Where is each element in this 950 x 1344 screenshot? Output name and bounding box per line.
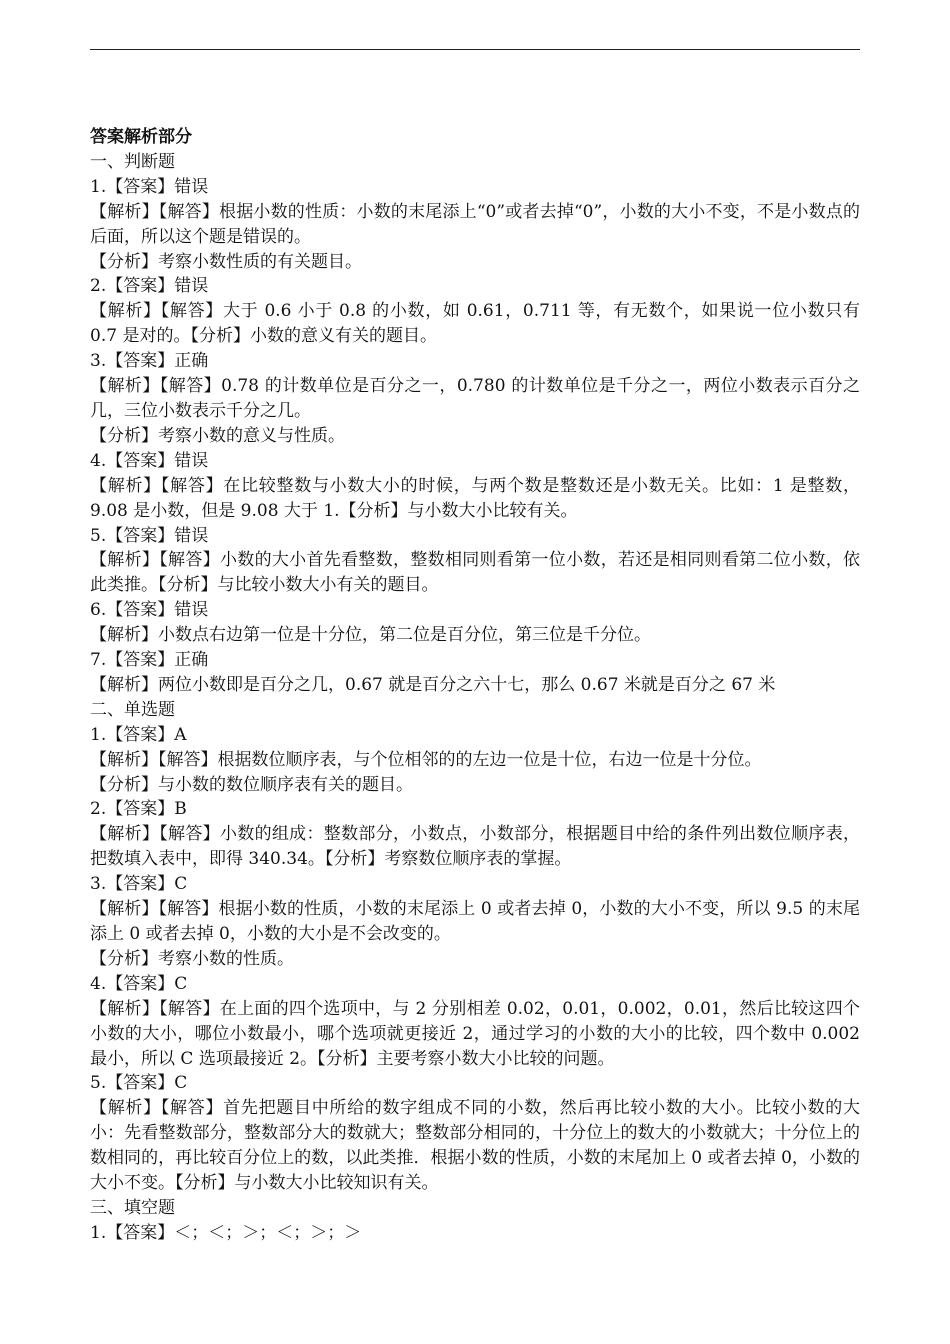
answer-line: 5.【答案】错误 (90, 525, 209, 546)
explanation-line: 【解析】小数点右边第一位是十分位，第二位是百分位，第三位是千分位。 (90, 625, 651, 646)
explanation-line: 【解析】【解答】首先把题目中所给的数字组成不同的小数，然后再比较小数的大小。比较小数的大小：先看整数部分，整数部分大的数就大；整数部分相同的，十分位上的数大的小数就大；十分位上的数相同的，再比较百分位上的数，以此类推．根据小数的性质，小数的末尾加上 0 或者去掉 0，小数的大小不变。【分析】与小数大小比较知识有关。 (90, 1098, 860, 1194)
analysis-line: 【分析】考察小数的意义与性质。 (90, 425, 345, 446)
explanation-line: 【解析】【解答】在比较整数与小数大小的时候，与两个数是整数还是小数无关。比如：1 是整数，9.08 是小数，但是 9.08 大于 1.【分析】与小数大小比较有关。 (90, 475, 860, 521)
analysis-line: 【分析】与小数的数位顺序表有关的题目。 (90, 774, 413, 795)
explanation-line: 【解析】【解答】小数的组成：整数部分，小数点，小数部分，根据题目中给的条件列出数位顺序表，把数填入表中，即得 340.34。【分析】考察数位顺序表的掌握。 (90, 824, 860, 870)
answer-line: 4.【答案】C (90, 973, 188, 994)
heading-judgment: 一、判断题 (90, 151, 175, 172)
heading-fill-blank: 三、填空题 (90, 1197, 175, 1218)
answer-line: 1.【答案】A (90, 724, 187, 745)
answer-line: 3.【答案】正确 (90, 351, 209, 372)
header-rule (90, 49, 860, 50)
analysis-line: 【分析】考察小数的性质。 (90, 948, 294, 969)
explanation-line: 【解析】【解答】根据小数的性质，小数的末尾添上 0 或者去掉 0，小数的大小不变，所以 9.5 的末尾添上 0 或者去掉 0，小数的大小是不会改变的。 (90, 899, 860, 944)
section-title: 答案解析部分 (90, 127, 192, 147)
analysis-line: 【分析】考察小数性质的有关题目。 (90, 251, 362, 272)
answer-line: 6.【答案】错误 (90, 600, 209, 621)
explanation-line: 【解析】【解答】大于 0.6 小于 0.8 的小数，如 0.61，0.711 等，有无数个，如果说一位小数只有 0.7 是对的。【分析】小数的意义有关的题目。 (90, 301, 860, 347)
answer-line: 4.【答案】错误 (90, 450, 209, 471)
answer-line: 2.【答案】B (90, 799, 187, 820)
explanation-line: 【解析】两位小数即是百分之几，0.67 就是百分之六十七，那么 0.67 米就是百分之 67 米 (90, 674, 776, 695)
answer-section (90, 125, 860, 1246)
explanation-line: 【解析】【解答】小数的大小首先看整数，整数相同则看第一位小数，若还是相同则看第二位小数，依此类推。【分析】与比较小数大小有关的题目。 (90, 550, 860, 596)
answer-line: 3.【答案】C (90, 874, 188, 895)
answer-line: 2.【答案】错误 (90, 276, 209, 297)
explanation-line: 【解析】【解答】根据小数的性质：小数的末尾添上“0”或者去掉“0”，小数的大小不变，不是小数点的后面，所以这个题是错误的。 (90, 201, 860, 247)
heading-single-choice: 二、单选题 (90, 699, 175, 720)
explanation-line: 【解析】【解答】0.78 的计数单位是百分之一，0.780 的计数单位是千分之一，两位小数表示百分之几，三位小数表示千分之几。 (90, 376, 860, 421)
answer-line: 1.【答案】＜；＜；＞；＜；＞；＞ (90, 1222, 362, 1243)
answer-line: 5.【答案】C (90, 1073, 188, 1094)
explanation-line: 【解析】【解答】在上面的四个选项中，与 2 分别相差 0.02，0.01，0.002，0.01，然后比较这四个小数的大小，哪位小数最小，哪个选项就更接近 2，通过学习的小数的大小的比较，四个数中 0.002 最小，所以 C 选项最接近 2。【分析】主要考察小数大小比较的问题。 (90, 998, 860, 1069)
answer-line: 1.【答案】错误 (90, 176, 209, 197)
explanation-line: 【解析】【解答】根据数位顺序表，与个位相邻的的左边一位是十位，右边一位是十分位。 (90, 749, 762, 770)
answer-line: 7.【答案】正确 (90, 650, 209, 671)
